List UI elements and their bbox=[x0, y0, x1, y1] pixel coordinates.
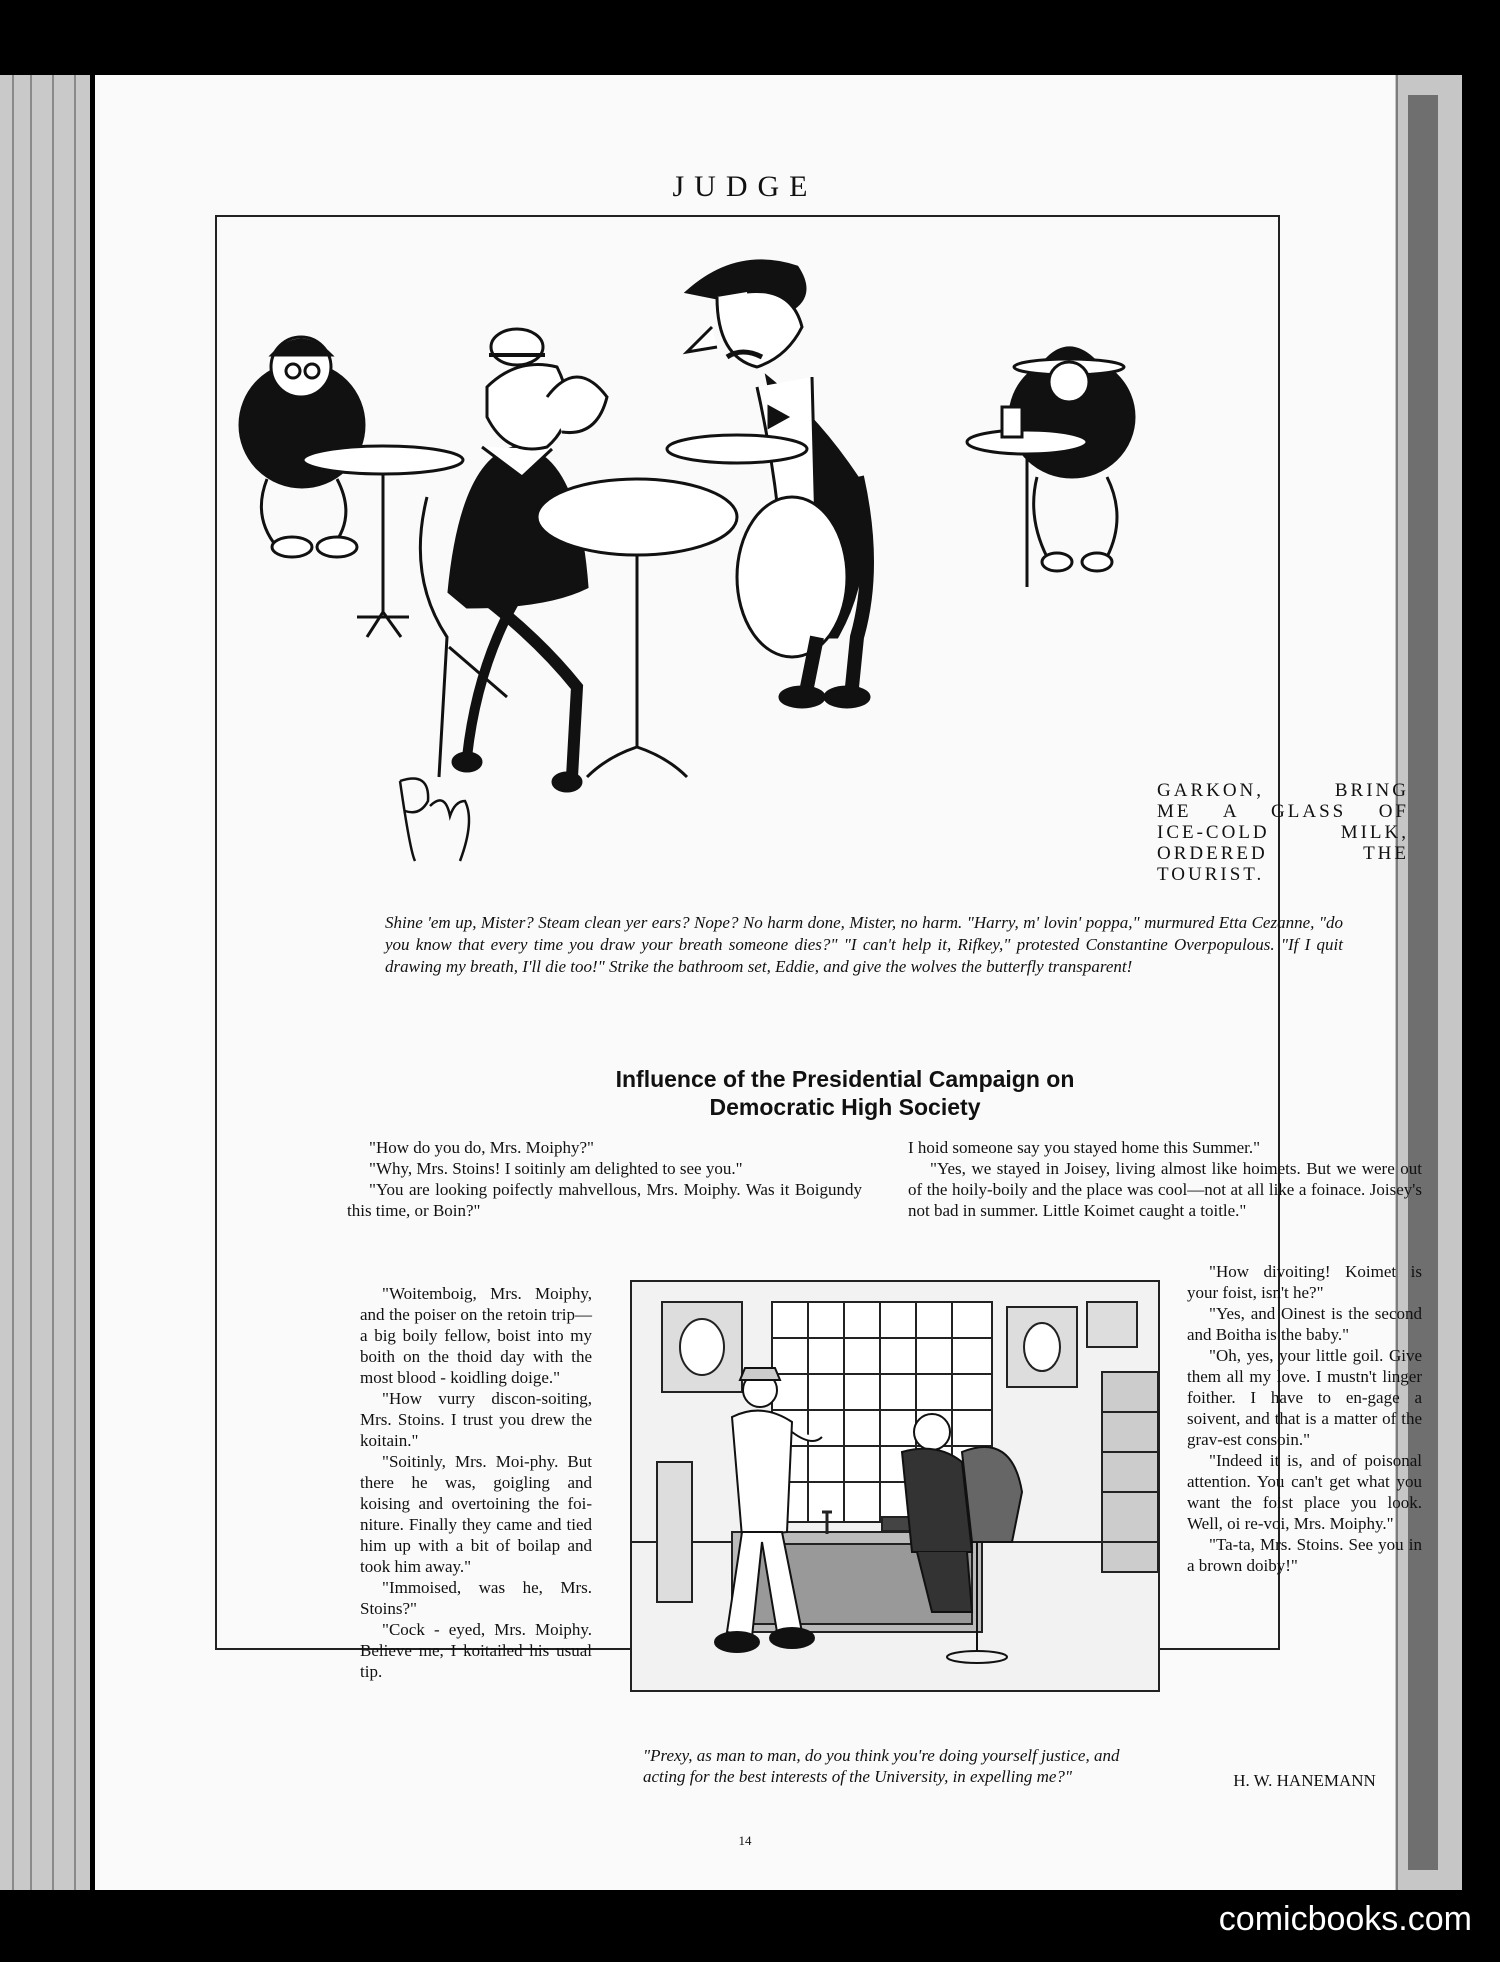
article-column-left-narrow bbox=[360, 1283, 592, 1682]
article-column-right-top bbox=[908, 1137, 1422, 1221]
article-paragraph: "Cock - eyed, Mrs. Moiphy. Believe me, I koitailed his usual tip. bbox=[360, 1620, 592, 1681]
cartoon-caption-line: GARKON, BRING bbox=[1157, 780, 1409, 801]
office-illustration bbox=[630, 1280, 1160, 1692]
cartoon-caption bbox=[1157, 780, 1409, 885]
illustration-caption: "Prexy, as man to man, do you think you're doing yourself justice, and acting for the best interests of the University, in expelling me?" bbox=[643, 1746, 1120, 1786]
magazine-page bbox=[95, 75, 1422, 1890]
article-paragraph: "Oh, yes, your little goil. Give them all my love. I mustn't linger foither. I have to en-gage a soivent, and that is a matter of the grav-est consoin." bbox=[1187, 1346, 1422, 1449]
article-paragraph: "How do you do, Mrs. Moiphy?" bbox=[369, 1138, 594, 1157]
article-paragraph: "You are looking poifectly mahvellous, Mrs. Moiphy. Was it Boigundy this time, or Boin?" bbox=[347, 1180, 862, 1220]
masthead: JUDGE bbox=[672, 170, 818, 203]
seated-tourist-figure bbox=[420, 329, 737, 791]
article-paragraph: "Woitemboig, Mrs. Moiphy, and the poiser on the retoin trip—a big boily fellow, boist into my boith on the thoid day with the most blood - koidling doige." bbox=[360, 1284, 592, 1387]
article-paragraph: "Ta-ta, Mrs. Stoins. See you in a brown doiby!" bbox=[1187, 1535, 1422, 1575]
article-paragraph: "Soitinly, Mrs. Moi-phy. But there he was, goigling and koising and overtoining the foi-niture. Finally they came and tied him up with a bit of boilap and took him away." bbox=[360, 1452, 592, 1576]
article-paragraph: I hoid someone say you stayed home this Summer." bbox=[908, 1138, 1261, 1157]
article-column-right-narrow bbox=[1187, 1261, 1422, 1576]
book-right-edge bbox=[1392, 75, 1462, 1890]
article-paragraph: "Yes, we stayed in Joisey, living almost like hoimets. But we were out of the hoily-boily and the place was cool—not at all like a foinace. Joisey's not bad in summer. Little Koimet caught a toitle." bbox=[908, 1159, 1422, 1220]
article-headline bbox=[495, 1065, 1195, 1121]
cartoon-blurb: Shine 'em up, Mister? Steam clean yer ears? Nope? No harm done, Mister, no harm. "Harry, m' lovin' poppa," murmured Etta Cezanne, "do you know that every time you draw your breath someone dies?" "I can't help it, Rifkey," protested Constantine Overpopulous. "If I quit drawing my breath, I'll die too!" Strike the bathroom set, Eddie, and give the wolves the butterfly transparent! bbox=[385, 913, 1343, 976]
office-scene-drawing bbox=[632, 1282, 1158, 1690]
diner-right-figure bbox=[967, 348, 1134, 587]
article-column-left-top bbox=[347, 1137, 862, 1221]
site-watermark: comicbooks.com bbox=[1218, 1900, 1472, 1938]
author-byline: H. W. HANEMANN bbox=[1233, 1771, 1376, 1790]
article-paragraph: "How divoiting! Koimet is your foist, isn't he?" bbox=[1187, 1262, 1422, 1302]
artist-signature bbox=[390, 761, 490, 876]
cartoon-caption-line: ORDERED THE bbox=[1157, 843, 1409, 864]
article-paragraph: "Immoised, was he, Mrs. Stoins?" bbox=[360, 1578, 592, 1618]
book-left-edge bbox=[0, 75, 90, 1890]
article-paragraph: "Yes, and Oinest is the second and Boitha is the baby." bbox=[1187, 1304, 1422, 1344]
cartoon-caption-line: TOURIST. bbox=[1157, 864, 1265, 885]
headline-line-1: Influence of the Presidential Campaign on bbox=[615, 1066, 1075, 1092]
article-paragraph: "Why, Mrs. Stoins! I soitinly am delighted to see you." bbox=[369, 1159, 743, 1178]
cartoon-caption-line: ME A GLASS OF bbox=[1157, 801, 1409, 822]
article-paragraph: "Indeed it is, and of poisonal attention. You can't get what you want the foist place you look. Well, oi re-voi, Mrs. Moiphy." bbox=[1187, 1451, 1422, 1533]
cartoon-caption-line: ICE-COLD MILK, bbox=[1157, 822, 1409, 843]
page-number: 14 bbox=[738, 1833, 752, 1848]
waiter-figure bbox=[667, 261, 869, 707]
headline-line-2: Democratic High Society bbox=[709, 1094, 981, 1120]
diner-left-figure bbox=[240, 337, 463, 637]
article-paragraph: "How vurry discon-soiting, Mrs. Stoins. I trust you drew the koitain." bbox=[360, 1389, 592, 1450]
